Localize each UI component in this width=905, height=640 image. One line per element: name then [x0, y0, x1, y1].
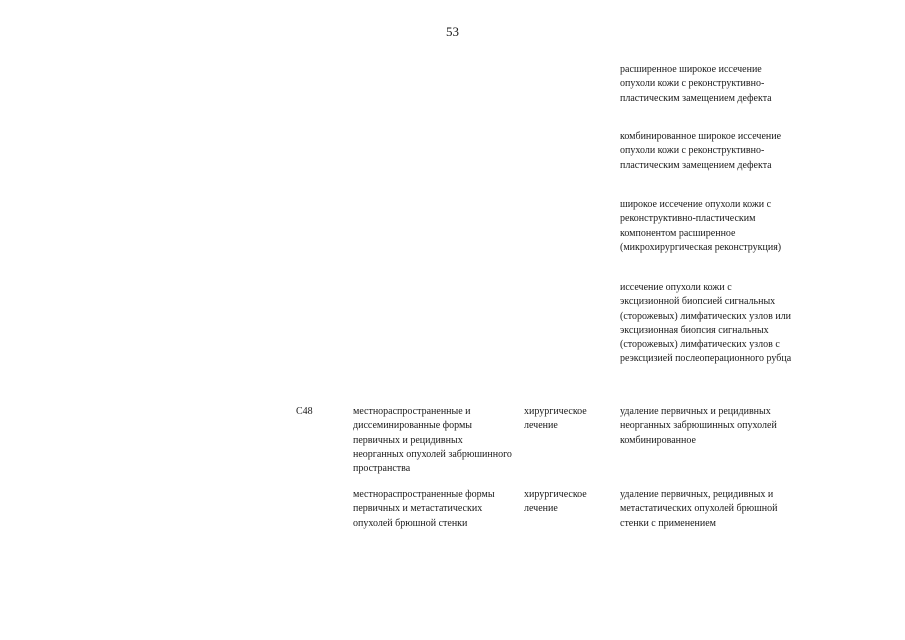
page-number: 53 [446, 24, 459, 39]
diagnosis-cell: местнораспространенные формы первичных и метастатических опухолей брюшной стенки [353, 489, 495, 529]
method-cell: комбинированное широкое иссечение опухоли кожи с реконструктивно-пластическим замещением дефекта [620, 131, 782, 171]
diagnosis-cell: местнораспространенные и диссеминированные формы первичных и рецидивных неорганных опухолей забрюшинного пространства [353, 406, 512, 475]
treatment-type-cell: хирургическое лечение [524, 489, 587, 515]
method-cell: расширенное широкое иссечение опухоли кожи с реконструктивно-пластическим замещением дефекта [620, 64, 772, 104]
method-cell: иссечение опухоли кожи с эксцизионной биопсией сигнальных (сторожевых) лимфатических узлов или эксцизионная биопсия сигнальных (сторожевых) лимфатических узлов с реэксцизией послеоперационного рубца [620, 282, 792, 365]
method-cell: удаление первичных и рецидивных неорганных забрюшинных опухолей комбинированное [620, 406, 777, 446]
method-cell: удаление первичных, рецидивных и метастатических опухолей брюшной стенки с применением [620, 489, 778, 529]
treatment-type-cell: хирургическое лечение [524, 406, 587, 432]
icd-code-cell: С48 [296, 406, 313, 417]
method-cell: широкое иссечение опухоли кожи с реконструктивно-пластическим компонентом расширенное (микрохирургическая реконструкция) [620, 199, 782, 253]
